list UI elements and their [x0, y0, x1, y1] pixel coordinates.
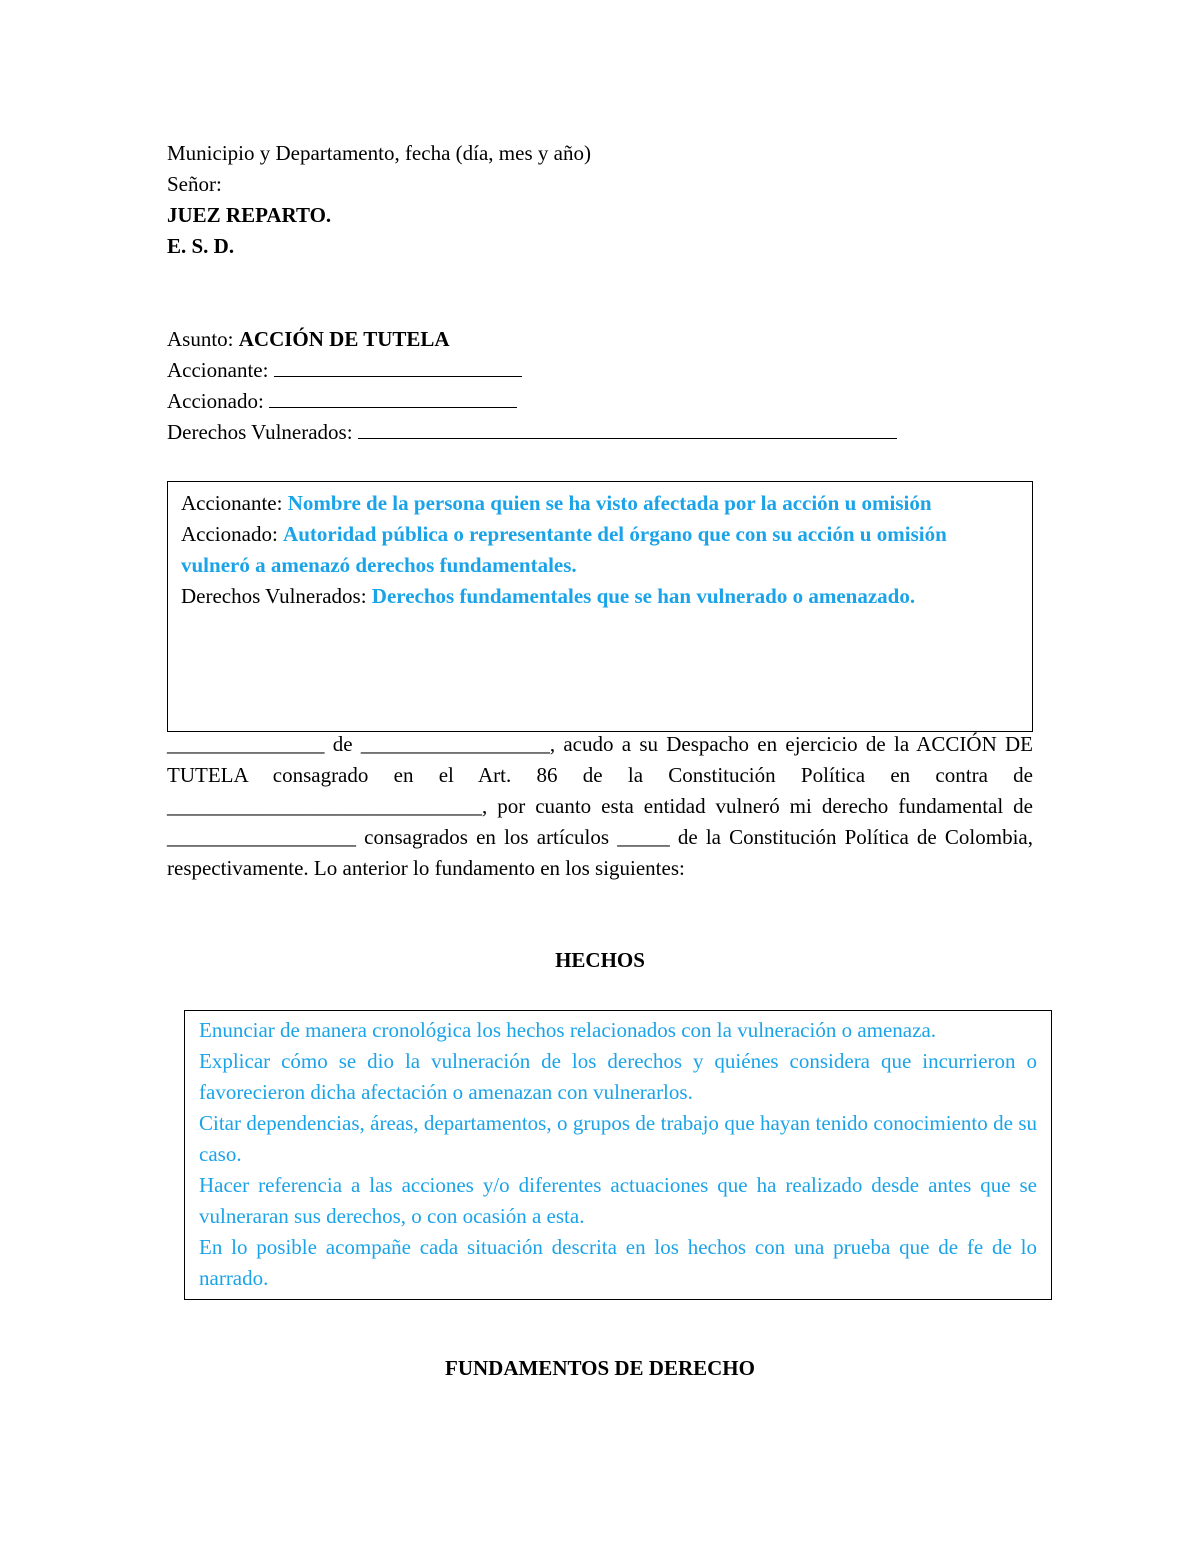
body-paragraph: [167, 729, 1033, 884]
guide-accionado-label: Accionado:: [181, 522, 284, 546]
hechos-item: En lo posible acompañe cada situación descrita en los hechos con una prueba que de fe de lo narrado.: [199, 1235, 1037, 1290]
guide-accionante: [181, 488, 1019, 519]
guide-derechos-hint: Derechos fundamentales que se han vulnerado o amenazado.: [371, 584, 916, 608]
blank-id[interactable]: __________________: [360, 732, 550, 756]
accionado-line: [167, 386, 517, 417]
hechos-item: Enunciar de manera cronológica los hechos relacionados con la vulneración o amenaza.: [199, 1018, 937, 1042]
fundamentos-title: FUNDAMENTOS DE DERECHO: [445, 1356, 755, 1380]
hechos-item: Hacer referencia a las acciones y/o diferentes actuaciones que ha realizado desde antes que se vulneraran sus derechos, o con ocasión a esta.: [199, 1173, 1037, 1228]
hechos-title: HECHOS: [555, 948, 645, 972]
body-text-3: , por cuanto esta entidad vulneró mi derecho fundamental de: [482, 794, 1033, 818]
body-text-4: consagrados en los artículos: [356, 825, 618, 849]
guide-box: [167, 481, 1033, 732]
hechos-item: Explicar cómo se dio la vulneración de los derechos y quiénes considera que incurrieron o favorecieron dicha afectación o amenazan con vulnerarlos.: [199, 1049, 1037, 1104]
subject-value: ACCIÓN DE TUTELA: [238, 327, 450, 351]
blank-articles[interactable]: _____: [617, 825, 670, 849]
body-text-2: , acudo a su Despacho en ejercicio de la ACCIÓN DE TUTELA consagrado en el Art. 86 de la Constitución Política en contra de: [167, 732, 1033, 787]
derechos-blank[interactable]: [358, 418, 897, 439]
guide-accionante-hint: Nombre de la persona quien se ha visto afectada por la acción u omisión: [287, 491, 932, 515]
body-text-5: de la Constitución Política de Colombia, respectivamente. Lo anterior lo fundamento en los siguientes:: [167, 825, 1033, 880]
guide-derechos: [181, 581, 1019, 612]
blank-name[interactable]: _______________: [167, 732, 325, 756]
guide-accionante-label: Accionante:: [181, 491, 288, 515]
accionante-label: Accionante:: [167, 358, 274, 382]
subject-label: Asunto:: [167, 327, 239, 351]
accionado-label: Accionado:: [167, 389, 270, 413]
guide-accionado: [181, 519, 1019, 581]
accionante-line: [167, 355, 522, 386]
guide-derechos-label: Derechos Vulnerados:: [181, 584, 372, 608]
derechos-line: [167, 417, 897, 448]
judge-title: JUEZ REPARTO.: [167, 203, 332, 227]
esd-line: E. S. D.: [167, 234, 235, 258]
derechos-label: Derechos Vulnerados:: [167, 420, 358, 444]
blank-entity[interactable]: ______________________________: [167, 794, 482, 818]
guide-accionado-hint: Autoridad pública o representante del órgano que con su acción u omisión vulneró a amenazó derechos fundamentales.: [181, 522, 947, 577]
body-text-1: de: [324, 732, 361, 756]
place-date-line: Municipio y Departamento, fecha (día, mes y año): [167, 141, 591, 165]
accionado-blank[interactable]: [269, 387, 517, 408]
blank-right[interactable]: __________________: [167, 825, 356, 849]
subject-line: [167, 324, 450, 355]
hechos-box: [184, 1010, 1052, 1300]
accionante-blank[interactable]: [274, 356, 522, 377]
hechos-item: Citar dependencias, áreas, departamentos, o grupos de trabajo que hayan tenido conocimiento de su caso.: [199, 1111, 1037, 1166]
salutation: Señor:: [167, 172, 222, 196]
